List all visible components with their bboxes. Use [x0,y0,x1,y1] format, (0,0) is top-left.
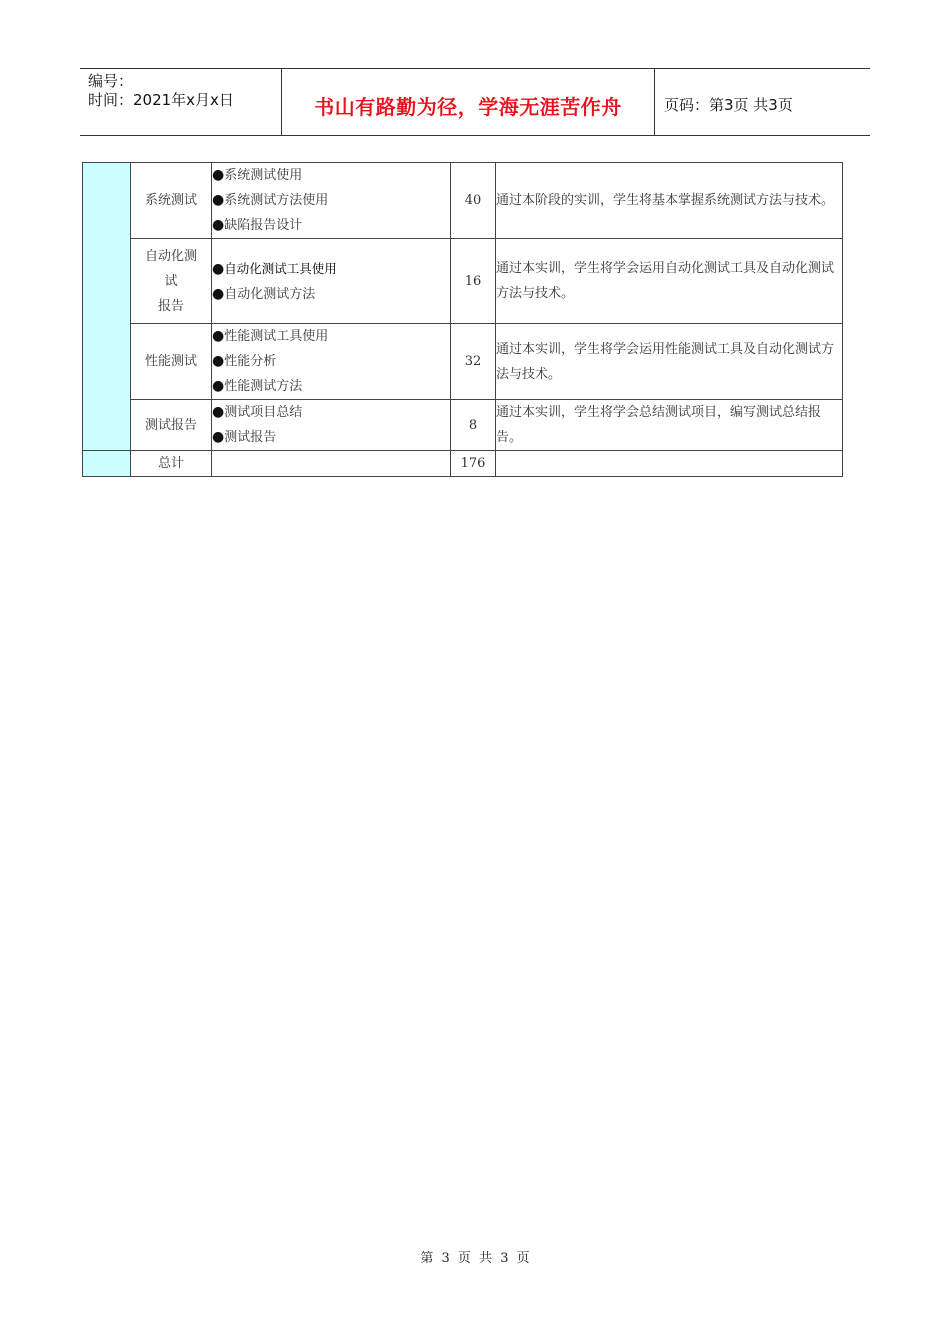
total-hours-cell: 176 [451,451,496,477]
stage-cell [83,163,131,451]
module-cell: 自动化测 试 报告 [131,239,212,324]
goal-cell [496,451,843,477]
hours-cell: 16 [451,239,496,324]
content-item: ● 自动化测试方法 [212,282,450,307]
bullet-icon [212,261,224,276]
bullet-icon [212,405,224,420]
bullet-icon [212,379,224,394]
module-cell: 性能测试 [131,324,212,400]
content-item: ● 缺陷报告设计 [212,213,450,238]
content-item: ● 测试项目总结 [212,400,450,425]
total-label-cell: 总计 [131,451,212,477]
content-item: ● 测试报告 [212,425,450,450]
content-cell [212,239,451,324]
hours-cell: 40 [451,163,496,239]
stage-cell [83,451,131,477]
bullet-icon [212,287,224,302]
curriculum-table [82,162,843,477]
content-cell [212,400,451,451]
content-item: ● 自动化测试工具使用 [212,256,450,282]
header-top-rule [80,68,870,69]
document-time-label: 时间：2021年x月x日 [88,91,234,109]
page-footer: 第 3 页 共 3 页 [420,1251,530,1266]
content-cell [212,324,451,400]
content-item: ● 性能分析 [212,349,450,374]
total-row [83,451,843,477]
goal-cell: 通过本实训，学生将学会总结测试项目，编写测试总结报告。 [496,400,843,451]
module-cell: 系统测试 [131,163,212,239]
header-bottom-rule [80,135,870,136]
bullet-icon [212,168,224,183]
document-number-label: 编号： [88,72,134,90]
content-item: ● 系统测试方法使用 [212,188,450,213]
goal-cell: 通过本实训，学生将学会运用自动化测试工具及自动化测试方法与技术。 [496,239,843,324]
hours-cell: 8 [451,400,496,451]
bullet-icon [212,218,224,233]
content-item: ● 系统测试使用 [212,163,450,188]
bullet-icon [212,430,224,445]
bullet-icon [212,329,224,344]
table-row [83,163,843,239]
content-cell [212,163,451,239]
header-motto: 书山有路勤为径，学海无涯苦作舟 [314,95,622,119]
bullet-icon [212,193,224,208]
content-cell [212,451,451,477]
bullet-icon [212,354,224,369]
header-meta [88,72,234,110]
header-page-label: 页码：第3页 共3页 [664,96,793,114]
content-item: ● 性能测试工具使用 [212,324,450,349]
goal-cell: 通过本阶段的实训，学生将基本掌握系统测试方法与技术。 [496,163,843,239]
content-item: ● 性能测试方法 [212,374,450,399]
module-cell: 测试报告 [131,400,212,451]
goal-cell: 通过本实训，学生将学会运用性能测试工具及自动化测试方法与技术。 [496,324,843,400]
header-divider [654,68,655,135]
hours-cell: 32 [451,324,496,400]
table-row [83,239,843,324]
table-row [83,324,843,400]
table-row [83,400,843,451]
